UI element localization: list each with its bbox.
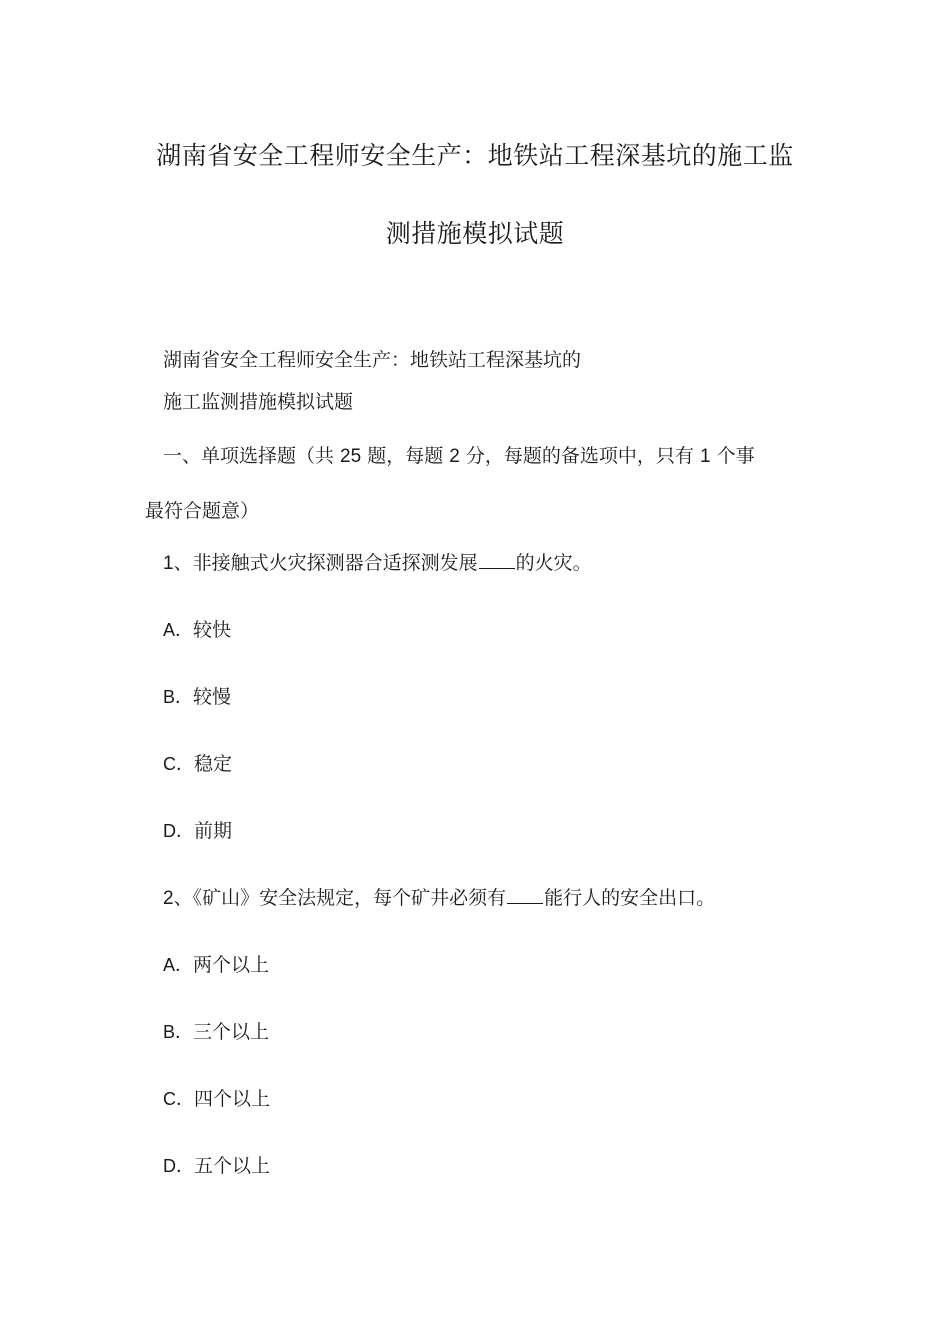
option-text: 两个以上 — [193, 954, 270, 976]
option-letter: A． — [163, 620, 194, 640]
question-1-option-d — [163, 818, 232, 844]
option-text: 前期 — [194, 820, 233, 842]
option-text: 较快 — [193, 619, 232, 641]
question-count: 25 — [340, 446, 362, 467]
question-2-option-a — [163, 952, 269, 978]
subtitle-line-1: 湖南省安全工程师安全生产：地铁站工程深基坑的 — [163, 349, 582, 371]
option-letter: B． — [163, 687, 194, 707]
section-heading-line-2: 最符合题意） — [145, 500, 260, 522]
option-letter: A． — [163, 955, 194, 975]
answer-count: 1 — [699, 446, 711, 467]
question-2-stem-before: 、《矿山》安全法规定，每个矿井必须有 — [173, 887, 507, 909]
option-letter: D． — [163, 821, 194, 841]
subtitle-line-2: 施工监测措施模拟试题 — [163, 391, 354, 413]
option-letter: C． — [163, 754, 194, 774]
option-text: 四个以上 — [194, 1088, 271, 1110]
option-text: 较慢 — [193, 686, 232, 708]
question-1-option-b — [163, 684, 231, 710]
question-1-stem — [163, 550, 592, 577]
section-heading-line-1 — [163, 443, 755, 470]
section-heading-text-a: 一、单项选择题（共 — [163, 445, 341, 467]
option-text: 三个以上 — [193, 1021, 270, 1043]
option-letter: D． — [163, 1156, 194, 1176]
question-1-stem-after: 的火灾。 — [515, 552, 592, 574]
section-heading-text-d: 个事 — [710, 445, 755, 467]
question-1-stem-before: 、非接触式火灾探测器合适探测发展 — [173, 552, 478, 574]
document-title-line-1: 湖南省安全工程师安全生产：地铁站工程深基坑的施工监 — [156, 141, 794, 170]
section-heading-text-c: 分，每题的备选项中，只有 — [459, 445, 700, 467]
section-heading-text-b: 题，每题 — [361, 445, 450, 467]
question-1-option-a — [163, 617, 231, 643]
option-letter: C． — [163, 1089, 194, 1109]
option-letter: B． — [163, 1022, 194, 1042]
question-score: 2 — [449, 446, 460, 467]
question-2-option-d — [163, 1153, 270, 1179]
question-2-stem-after: 能行人的安全出口。 — [544, 887, 716, 909]
option-text: 稳定 — [194, 753, 233, 775]
question-1-blank — [479, 550, 515, 569]
question-1-option-c — [163, 751, 232, 777]
question-2-stem — [163, 885, 715, 912]
question-2-blank — [507, 885, 543, 904]
question-2-option-b — [163, 1019, 269, 1045]
question-1-number: 1 — [163, 553, 174, 574]
question-2-number: 2 — [163, 888, 174, 909]
option-text: 五个以上 — [194, 1155, 271, 1177]
document-title-line-2: 测措施模拟试题 — [385, 219, 565, 248]
question-2-option-c — [163, 1086, 270, 1112]
